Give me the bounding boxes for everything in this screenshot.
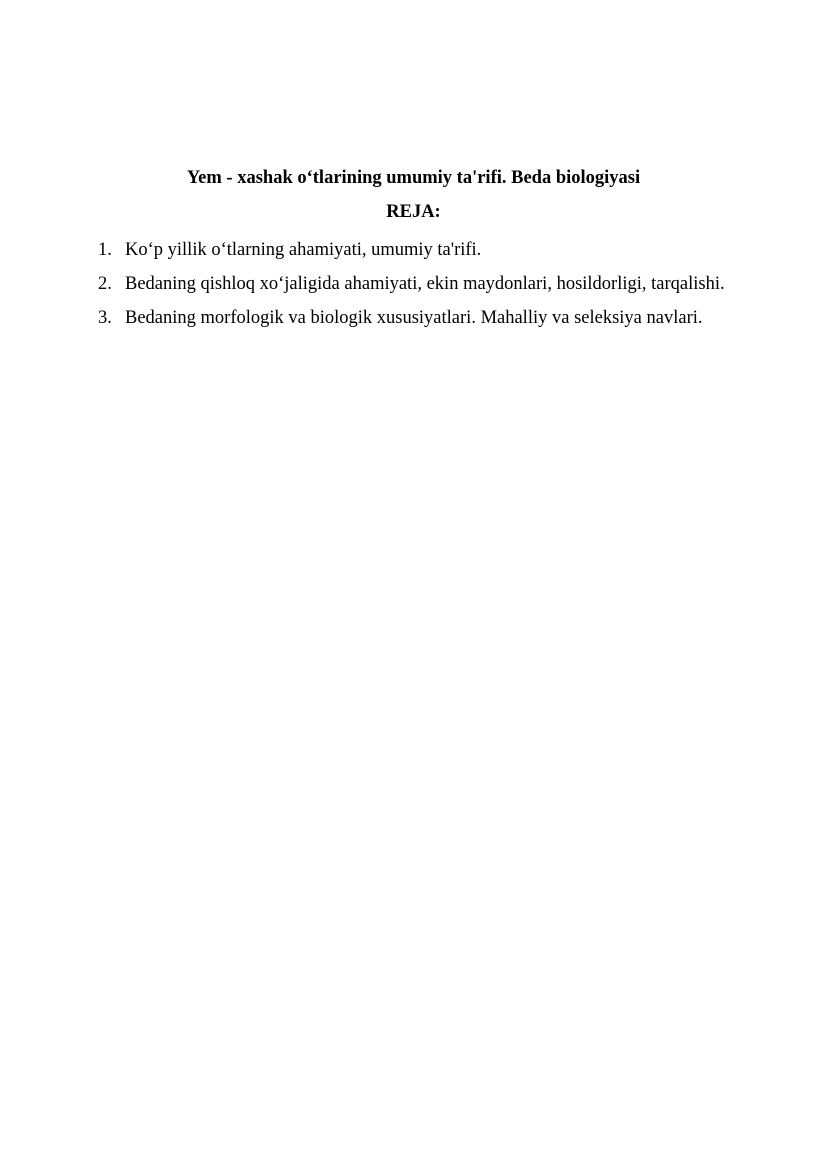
plan-item-number: 3. xyxy=(98,308,112,328)
document-title: Yem - xashak o‘tlarining umumiy ta'rifi. Beda biologiyasi xyxy=(186,168,641,188)
plan-item-text: Bedaning morfologik va biologik xususiyatlari. Mahalliy va seleksiya navlari. xyxy=(125,308,703,328)
plan-list xyxy=(98,233,728,335)
plan-item-text: Bedaning qishloq xo‘jaligida ahamiyati, ekin maydonlari, hosildorligi, tarqalishi. xyxy=(125,274,725,294)
plan-item-3 xyxy=(98,301,728,335)
plan-item-text: Ko‘p yillik o‘tlarning ahamiyati, umumiy ta'rifi. xyxy=(125,240,482,260)
plan-item-number: 1. xyxy=(98,240,112,260)
plan-item-2 xyxy=(98,267,728,301)
plan-item-1 xyxy=(98,233,728,267)
plan-heading: REJA: xyxy=(386,202,441,222)
plan-item-number: 2. xyxy=(98,274,112,294)
